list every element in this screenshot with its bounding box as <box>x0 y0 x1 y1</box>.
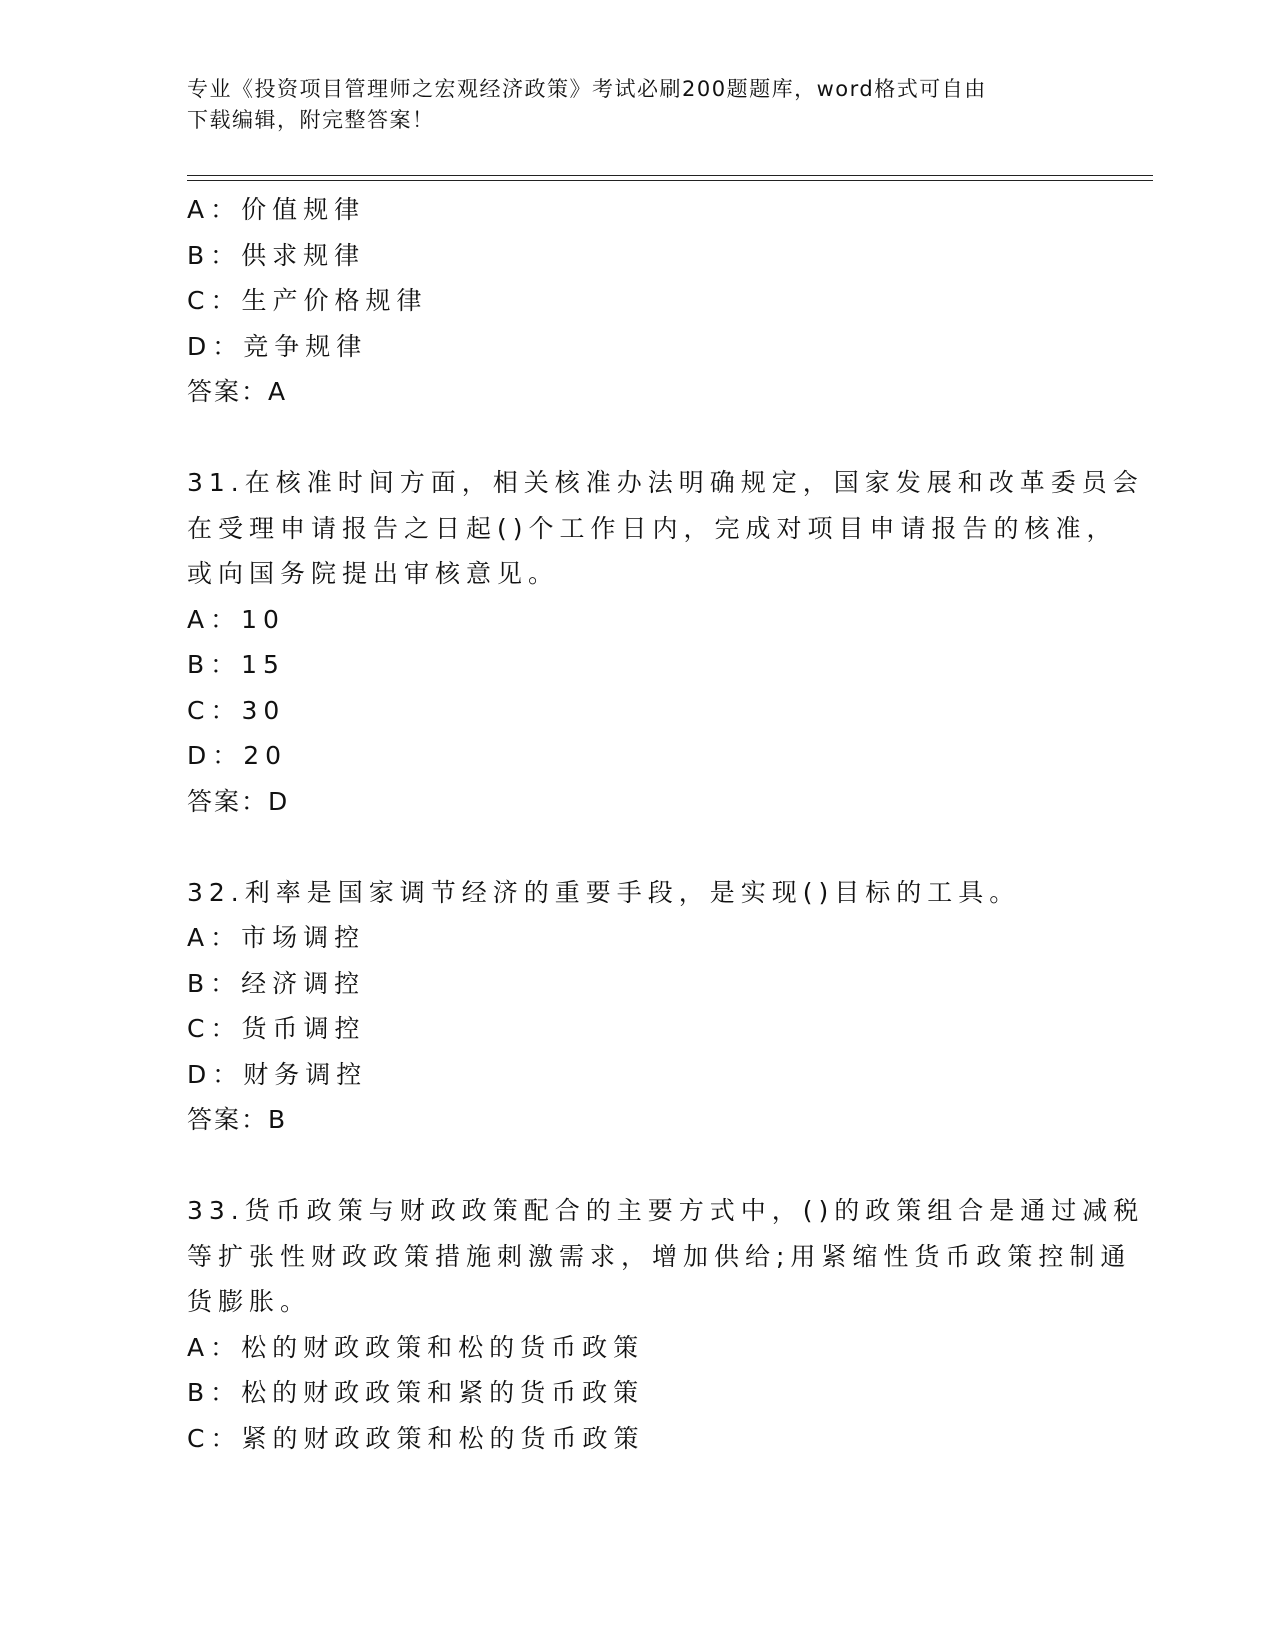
option-c: C：货币调控 <box>187 1014 366 1043</box>
option-d: D：财务调控 <box>187 1059 368 1089</box>
question-30 <box>187 187 1087 415</box>
question-31 <box>187 460 1144 824</box>
question-stem-line: 33.货币政策与财政政策配合的主要方式中，()的政策组合是通过减税 <box>187 1196 1145 1225</box>
document-header <box>187 74 1067 136</box>
question-stem-line: 或向国务院提出审核意见。 <box>187 559 560 588</box>
option-b: B：15 <box>187 650 285 679</box>
option-b: B：经济调控 <box>187 968 366 998</box>
question-stem-line: 等扩张性财政政策措施刺激需求，增加供给;用紧缩性货币政策控制通 <box>187 1241 1132 1271</box>
option-d: D：20 <box>187 741 288 770</box>
question-32 <box>187 870 1087 1143</box>
answer-line: 答案：A <box>187 377 288 406</box>
option-a: A：市场调控 <box>187 923 366 952</box>
answer-line: 答案：D <box>187 786 290 816</box>
option-a: A：松的财政政策和松的货币政策 <box>187 1332 645 1362</box>
spacer <box>187 824 1087 870</box>
option-c: C：紧的财政政策和松的货币政策 <box>187 1423 645 1453</box>
option-b: B：供求规律 <box>187 240 366 270</box>
question-stem-line: 货膨胀。 <box>187 1287 312 1316</box>
header-line-2: 下载编辑，附完整答案！ <box>187 108 435 132</box>
header-divider-bottom <box>187 180 1153 181</box>
header-line-1: 专业《投资项目管理师之宏观经济政策》考试必刷200题题库，word格式可自由 <box>187 77 987 101</box>
answer-line: 答案：B <box>187 1105 288 1134</box>
option-c: C：生产价格规律 <box>187 286 428 315</box>
spacer <box>187 1143 1087 1189</box>
option-a: A：价值规律 <box>187 195 366 224</box>
option-d: D：竞争规律 <box>187 331 368 361</box>
spacer <box>187 415 1087 461</box>
question-33 <box>187 1188 1145 1461</box>
question-stem-line: 31.在核准时间方面，相关核准办法明确规定，国家发展和改革委员会 <box>187 468 1144 497</box>
header-divider-top <box>187 175 1153 176</box>
question-list <box>187 187 1145 1461</box>
option-a: A：10 <box>187 604 285 634</box>
question-stem-line: 32.利率是国家调节经济的重要手段，是实现()目标的工具。 <box>187 877 1021 907</box>
option-c: C：30 <box>187 695 286 725</box>
option-b: B：松的财政政策和紧的货币政策 <box>187 1378 645 1407</box>
question-stem-line: 在受理申请报告之日起()个工作日内，完成对项目申请报告的核准， <box>187 513 1118 543</box>
